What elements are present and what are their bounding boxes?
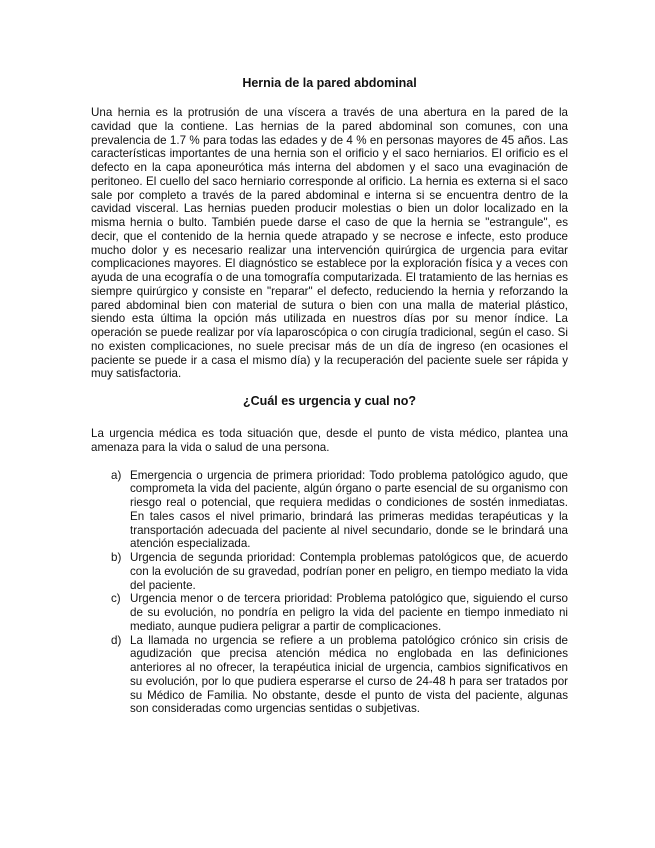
list-item-text: Urgencia menor o de tercera prioridad: Problema patológico que, siguiendo el curso de su evolución, no pondría en peligro la vida del paciente en tiempo inmediato ni mediato, aunque pudiera peligrar a partir de complicaciones. [130,592,568,633]
list-item [111,592,568,633]
list-item-text: Emergencia o urgencia de primera prioridad: Todo problema patológico agudo, que comprometa la vida del paciente, algún órgano o parte esencial de su organismo con riesgo real o potencial, que requiera medidas o condiciones de sostén inmediatas. En tales casos el nivel primario, brindará las primeras medidas terapéuticas y la transportación adecuada del paciente al nivel secundario, donde se le brindará una atención especializada. [130,468,568,551]
list-item-marker: c) [111,592,121,606]
intro-paragraph: Una hernia es la protrusión de una víscera a través de una abertura en la pared de la cavidad que la contiene. Las hernias de la pared abdominal son comunes, con una prevalencia de 1.7 % para todas las edades y de 4 % en personas mayores de 45 años. Las características importantes de una hernia son el orificio y el saco herniarios. El orificio es el defecto en la capa aponeurótica más interna del abdomen y el saco una evaginación de peritoneo. El cuello del saco herniario corresponde al orificio. La hernia es externa si el saco sale por completo a través de la pared abdominal e interna si se encuentra dentro de la cavidad visceral. Las hernias pueden producir molestias o bien un dolor localizado en la misma hernia o bulto. También puede darse el caso de que la hernia se "estrangule", es decir, que el contenido de la hernia quede atrapado y se necrose e infecte, esto produce mucho dolor y es necesario realizar una intervención quirúrgica de urgencia para evitar complicaciones mayores. El diagnóstico se establece por la exploración física y a veces con ayuda de una ecografía o de una tomografía computarizada. El tratamiento de las hernias es siempre quirúrgico y consiste en "reparar" el defecto, reduciendo la hernia y reforzando la pared abdominal bien con material de sutura o bien con una malla de material plástico, siendo esta última la opción más utilizada en nuestros días por su menor índice. La operación se puede realizar por vía laparoscópica o con cirugía tradicional, según el caso. Si no existen complicaciones, no suele precisar más de un día de ingreso (en ocasiones el paciente se puede ir a casa el mismo día) y la recuperación del paciente suele ser rápida y muy satisfactoria. [91,106,568,381]
document-title: Hernia de la pared abdominal [242,76,417,90]
list-item-text: La llamada no urgencia se refiere a un problema patológico crónico sin crisis de agudización que precisa atención médica no englobada en las definiciones anteriores al no ofrecer, la terapéutica inicial de urgencia, cambios significativos en su evolución, por lo que pudiera esperarse el curso de 24-48 h para ser tratados por su Médico de Familia. No obstante, desde el punto de vista del paciente, algunas son consideradas como urgencias sentidas o subjetivas. [130,633,568,716]
definition-paragraph: La urgencia médica es toda situación que, desde el punto de vista médico, plantea una amenaza para la vida o salud de una persona. [91,427,568,454]
list-item [111,469,568,552]
list-item [111,551,568,592]
list-item [111,634,568,717]
list-item-marker: b) [111,551,122,564]
priority-list [91,469,568,717]
list-item-marker: a) [111,468,122,482]
section-subtitle: ¿Cuál es urgencia y cual no? [243,394,416,408]
list-item-text: Urgencia de segunda prioridad: Contempla problemas patológicos que, de acuerdo con la evolución de su gravedad, podrían poner en peligro, en tiempo mediato la vida del paciente. [130,551,568,592]
document-page [91,76,568,716]
list-item-marker: d) [111,633,122,647]
